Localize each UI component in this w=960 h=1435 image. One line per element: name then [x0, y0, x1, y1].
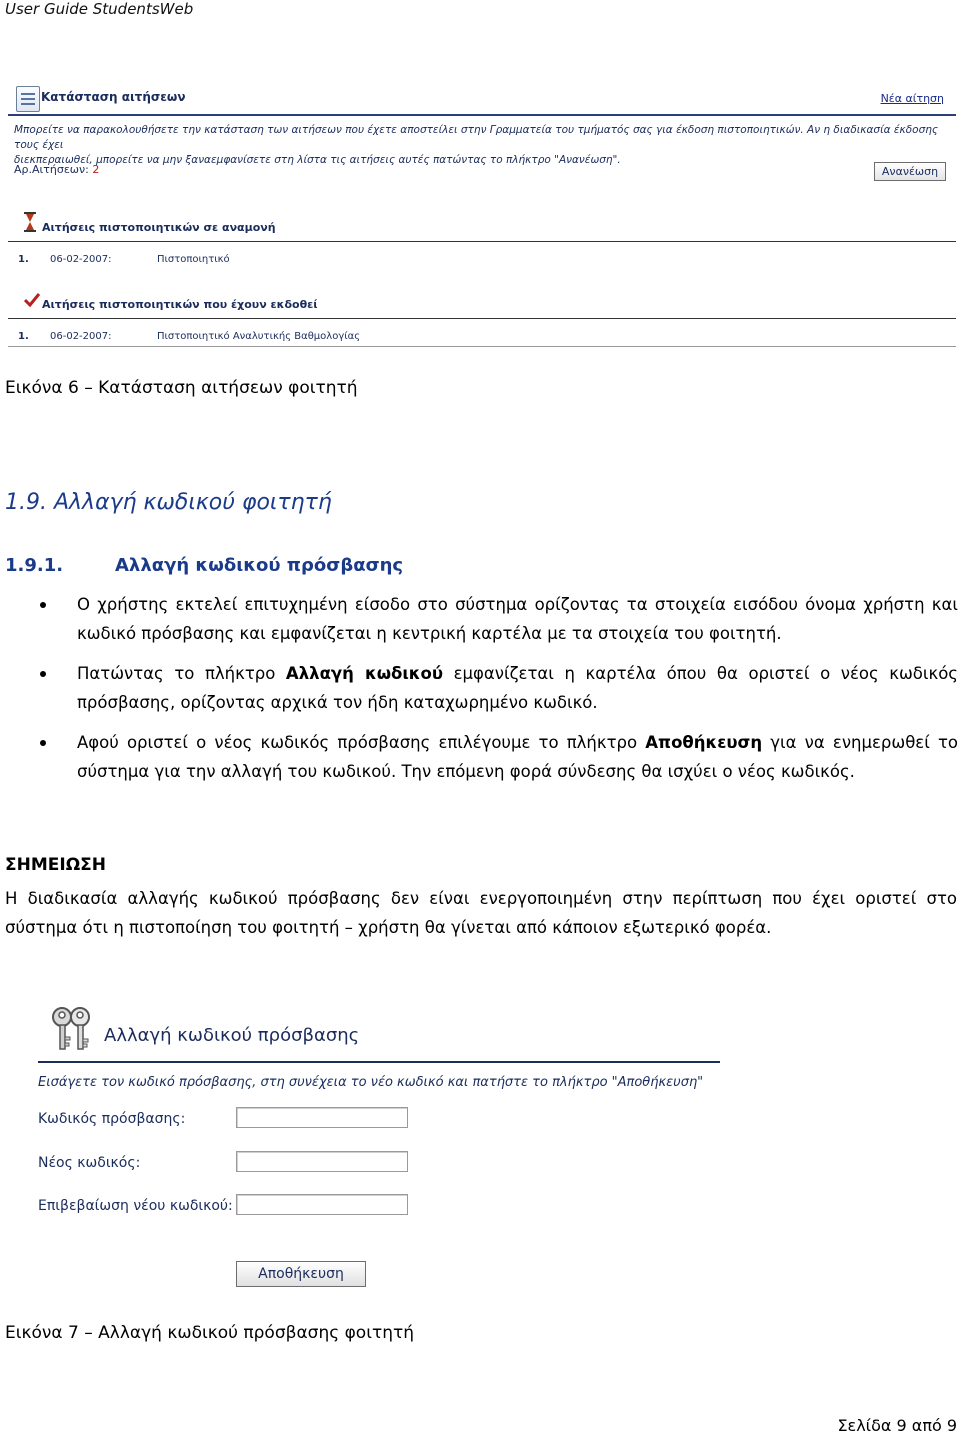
list-item-text: εμφανίζεται η καρτέλα όπου θα οριστεί ο νέος κωδικός πρόσβασης, ορίζοντας αρχικά τον ήδη καταχωρημένο κωδικό. — [77, 664, 958, 712]
panel-title: Αλλαγή κωδικού πρόσβασης — [104, 1025, 360, 1046]
instructions-text: Εισάγετε τον κωδικό πρόσβασης, στη συνέχεια το νέο κωδικό και πατήστε το πλήκτρο "Αποθήκευση" — [38, 1075, 704, 1090]
pending-row-number: 1. — [18, 254, 29, 265]
change-password-screenshot — [30, 995, 720, 1295]
list-item — [0, 590, 960, 648]
pending-row-name: Πιστοποιητικό — [157, 254, 230, 265]
issued-row-date: 06-02-2007: — [50, 331, 112, 342]
request-status-screenshot — [8, 78, 956, 348]
requests-count-value: 2 — [92, 163, 100, 176]
title-divider — [8, 114, 956, 116]
keys-icon — [48, 1005, 96, 1053]
pending-row-date: 06-02-2007: — [50, 254, 112, 265]
list-item-bold-term: Αποθήκευση — [645, 733, 763, 752]
document-header-title: User Guide StudentsWeb — [5, 0, 194, 18]
current-password-label: Κωδικός πρόσβασης: — [38, 1111, 186, 1127]
section-heading: 1.9. Αλλαγή κωδικού φοιτητή — [5, 490, 332, 515]
document-icon — [16, 86, 40, 112]
list-item — [0, 659, 960, 717]
new-password-field[interactable] — [236, 1151, 408, 1172]
panel-title: Κατάσταση αιτήσεων — [41, 90, 186, 104]
note-title: ΣΗΜΕΙΩΣΗ — [5, 855, 106, 875]
instructions-list — [0, 590, 960, 797]
pending-section-title: Αιτήσεις πιστοποιητικών σε αναμονή — [42, 221, 276, 234]
description-line-2: διεκπεραιωθεί, μπορείτε να μην ξαναεμφανίσετε στη λίστα τις αιτήσεις αυτές πατώντας το πλήκτρο "Ανανέωση". — [14, 154, 621, 166]
subsection-number: 1.9.1. — [5, 555, 64, 576]
hourglass-icon — [24, 212, 36, 232]
subsection-heading — [5, 555, 403, 576]
figure-6-caption: Εικόνα 6 – Κατάσταση αιτήσεων φοιτητή — [5, 378, 358, 398]
save-button[interactable]: Αποθήκευση — [236, 1261, 366, 1287]
list-item — [0, 728, 960, 786]
figure-7-caption: Εικόνα 7 – Αλλαγή κωδικού πρόσβασης φοιτητή — [5, 1323, 414, 1343]
issued-row-number: 1. — [18, 331, 29, 342]
issued-divider — [8, 318, 956, 319]
issued-section-title: Αιτήσεις πιστοποιητικών που έχουν εκδοθεί — [42, 298, 318, 311]
new-request-link[interactable]: Νέα αίτηση — [880, 92, 944, 105]
bullet-dot-icon — [40, 740, 46, 746]
list-item-text: Πατώντας το πλήκτρο — [77, 664, 286, 683]
bullet-dot-icon — [40, 602, 46, 608]
confirm-password-field[interactable] — [236, 1194, 408, 1215]
list-item-text: Αφού οριστεί ο νέος κωδικός πρόσβασης επιλέγουμε το πλήκτρο — [77, 733, 646, 752]
subsection-title: Αλλαγή κωδικού πρόσβασης — [115, 555, 404, 576]
description-line-1: Μπορείτε να παρακολουθήσετε την κατάσταση των αιτήσεων που έχετε αποστείλει στην Γραμματεία του τμήματός σας για έκδοση πιστοποιητικών. Αν η διαδικασία έκδοσης τους έχει — [14, 124, 939, 151]
checkmark-icon — [24, 293, 40, 307]
requests-count — [14, 163, 99, 176]
issued-row-name: Πιστοποιητικό Αναλυτικής Βαθμολογίας — [157, 331, 361, 342]
note-text: Η διαδικασία αλλαγής κωδικού πρόσβασης δεν είναι ενεργοποιημένη στην περίπτωση που έχει οριστεί στο σύστημα ότι η πιστοποίηση του φοιτητή – χρήστη θα γίνεται από κάποιον εξωτερικό φορέα. — [5, 889, 957, 937]
confirm-password-label: Επιβεβαίωση νέου κωδικού: — [38, 1198, 233, 1214]
pending-divider — [8, 241, 956, 242]
requests-count-label: Αρ.Αιτήσεων: — [14, 163, 89, 176]
list-item-text: για να ενημερωθεί το σύστημα για την αλλαγή του κωδικού. Την επόμενη φορά σύνδεσης θα ισχύει ο νέος κωδικός. — [77, 733, 958, 781]
refresh-button[interactable]: Ανανέωση — [874, 162, 946, 181]
panel-description — [14, 123, 944, 168]
list-item-bold-term: Αλλαγή κωδικού — [285, 664, 444, 683]
bullet-dot-icon — [40, 671, 46, 677]
new-password-label: Νέος κωδικός: — [38, 1155, 141, 1171]
title-divider — [38, 1061, 720, 1063]
page-number: Σελίδα 9 από 9 — [837, 1416, 957, 1435]
current-password-field[interactable] — [236, 1107, 408, 1128]
bottom-divider — [8, 346, 956, 347]
list-item-text: Ο χρήστης εκτελεί επιτυχημένη είσοδο στο σύστημα ορίζοντας τα στοιχεία εισόδου όνομα χρήστη και κωδικό πρόσβασης και εμφανίζεται η κεντρική καρτέλα με τα στοιχεία του φοιτητή. — [77, 595, 958, 643]
